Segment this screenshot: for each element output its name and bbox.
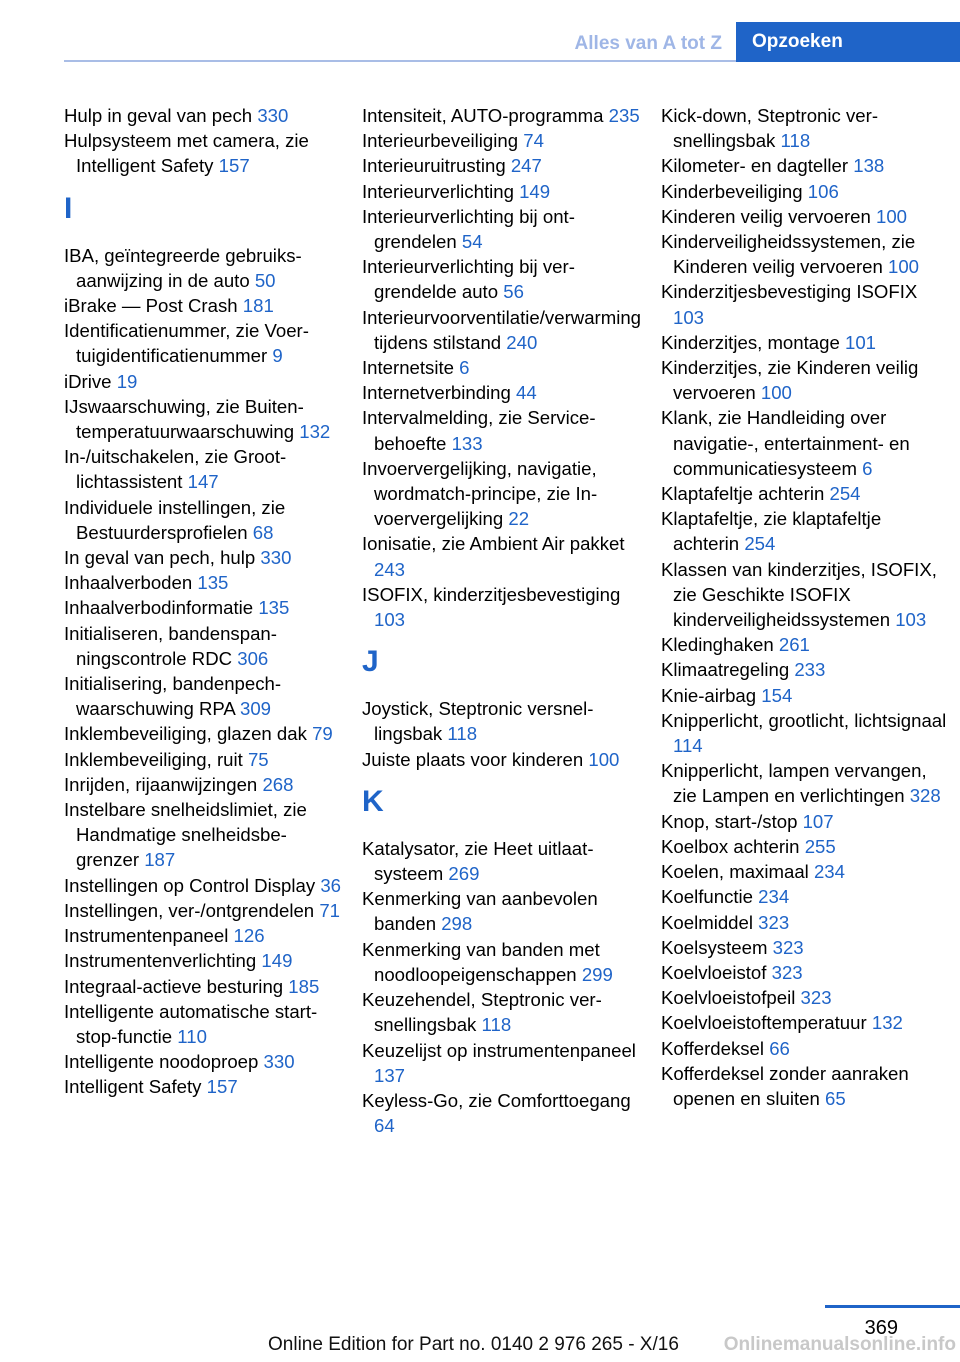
index-entry-page-link[interactable]: 234 xyxy=(813,861,845,883)
index-entry xyxy=(64,999,342,1049)
index-entry-page-link[interactable]: 54 xyxy=(461,231,483,253)
index-entry-page-link[interactable]: 138 xyxy=(853,155,885,177)
index-entry-term: Klaptafeltje achterin xyxy=(661,483,825,505)
index-entry-page-link[interactable]: 66 xyxy=(769,1037,790,1059)
index-entry-page-link[interactable]: 330 xyxy=(257,105,289,126)
index-entry-page-link[interactable]: 50 xyxy=(254,269,276,291)
index-column-1 xyxy=(64,103,342,1100)
index-entry-page-link[interactable]: 254 xyxy=(829,483,861,505)
index-entry xyxy=(64,923,342,948)
header-section-title[interactable]: Alles van A tot Z xyxy=(574,33,722,54)
index-entry-term: Inklembeveiliging, glazen dak xyxy=(64,723,307,745)
index-entry-page-link[interactable]: 103 xyxy=(673,306,705,328)
index-column-2 xyxy=(362,103,642,1138)
index-entry-page-link[interactable]: 323 xyxy=(758,911,790,933)
index-entry-term: Interieurbeveiliging xyxy=(362,130,519,152)
index-entry-term: Hulp in geval van pech xyxy=(64,105,253,126)
index-entry-term: Koelsysteem xyxy=(661,936,768,958)
index-entry-term: Knipperlicht, grootlicht, lichtsignaal xyxy=(661,709,947,731)
index-entry xyxy=(661,330,951,355)
index-entry-page-link[interactable]: 254 xyxy=(744,533,776,555)
index-entry xyxy=(64,1074,342,1099)
index-entry-page-link[interactable]: 233 xyxy=(794,659,826,681)
index-entry-term: Internetsite xyxy=(362,357,454,379)
index-section-letter: K xyxy=(362,784,384,818)
index-entry-page-link[interactable]: 126 xyxy=(233,925,265,947)
index-entry-page-link[interactable]: 103 xyxy=(374,609,406,631)
index-entry xyxy=(362,531,642,581)
index-entry xyxy=(362,696,642,746)
index-entry xyxy=(64,721,342,746)
index-entry-page-link[interactable]: 75 xyxy=(247,748,269,770)
index-entry xyxy=(64,394,342,444)
index-entry-term: Intervalmelding, zie Servicebehoefte xyxy=(362,407,596,454)
index-entry-term: Hulpsysteem met camera, zie Intelligent Safety xyxy=(64,130,309,177)
index-entry-term: Knop, start-/stop xyxy=(661,810,798,832)
index-entry xyxy=(661,1010,951,1035)
index-entry xyxy=(362,254,642,304)
index-entry-page-link[interactable]: 268 xyxy=(262,773,294,795)
index-entry-term: Kenmerking van aanbevolen banden xyxy=(362,888,598,935)
index-entry-term: Initialisering, bandenpechwaarschuwing RPA xyxy=(64,673,282,720)
index-entry-term: Intelligente noodoproep xyxy=(64,1051,259,1073)
index-entry xyxy=(362,204,642,254)
index-entry-page-link[interactable]: 103 xyxy=(895,609,927,631)
index-entry xyxy=(64,495,342,545)
index-entry xyxy=(64,318,342,368)
index-entry-page-link[interactable]: 255 xyxy=(804,835,836,857)
index-entry xyxy=(661,834,951,859)
index-entry-term: Knie-airbag xyxy=(661,684,757,706)
index-entry-term: Klassen van kinderzitjes, ISOFIX, zie Geschikte ISOFIX kinderveiligheidssystemen xyxy=(661,558,937,631)
index-entry-page-link[interactable]: 181 xyxy=(242,295,274,317)
index-entry-page-link[interactable]: 110 xyxy=(177,1025,207,1047)
index-entry-page-link[interactable]: 323 xyxy=(771,961,803,983)
index-entry-term: Kinderzitjesbevestiging ISOFIX xyxy=(661,281,918,303)
index-entry-term: In geval van pech, hulp xyxy=(64,547,256,569)
index-entry xyxy=(362,937,642,987)
index-entry-page-link[interactable]: 234 xyxy=(758,886,790,908)
index-entry xyxy=(661,179,951,204)
index-entry xyxy=(661,809,951,834)
index-entry-term: Kinderen veilig vervoeren xyxy=(661,205,871,227)
index-entry-page-link[interactable]: 118 xyxy=(447,723,478,745)
index-entry-page-link[interactable]: 330 xyxy=(263,1051,295,1073)
index-section-letter: J xyxy=(362,645,379,679)
index-entry xyxy=(64,1049,342,1074)
index-entry xyxy=(661,506,951,556)
index-entry-page-link[interactable]: 243 xyxy=(374,558,406,580)
index-entry xyxy=(64,293,342,318)
index-entry-term: Inrijden, rijaanwijzingen xyxy=(64,773,258,795)
index-entry xyxy=(661,960,951,985)
page-number: 369 xyxy=(864,1317,898,1339)
index-entry-page-link[interactable]: 100 xyxy=(760,382,792,404)
index-entry-page-link[interactable]: 132 xyxy=(299,421,331,443)
index-entry-page-link[interactable]: 36 xyxy=(320,874,342,896)
index-entry xyxy=(661,683,951,708)
index-entry xyxy=(661,557,951,633)
index-entry xyxy=(661,355,951,405)
index-entry xyxy=(64,898,342,923)
index-entry-page-link[interactable]: 306 xyxy=(237,647,269,669)
index-entry-term: Kinderveiligheidssystemen, zie Kinderen veilig vervoeren xyxy=(661,231,916,278)
index-entry-page-link[interactable]: 298 xyxy=(441,913,473,935)
index-entry-page-link[interactable]: 118 xyxy=(481,1014,512,1036)
index-entry-page-link[interactable]: 9 xyxy=(272,345,283,367)
index-entry-term: iBrake — Post Crash xyxy=(64,295,238,317)
index-entry-page-link[interactable]: 247 xyxy=(510,155,542,177)
index-entry xyxy=(64,545,342,570)
index-entry-term: Kilometer- en dagteller xyxy=(661,155,849,177)
index-entry-term: Instellingen op Control Display xyxy=(64,874,316,896)
index-entry-term: Inhaalverboden xyxy=(64,572,193,594)
index-entry-page-link[interactable]: 154 xyxy=(761,684,793,706)
index-entry-page-link[interactable]: 107 xyxy=(802,810,834,832)
index-entry-page-link[interactable]: 79 xyxy=(312,723,333,745)
index-entry xyxy=(661,985,951,1010)
index-entry xyxy=(661,708,951,758)
index-entry-page-link[interactable]: 100 xyxy=(876,205,908,227)
index-entry-term: Inklembeveiliging, ruit xyxy=(64,748,243,770)
index-entry xyxy=(362,1088,642,1138)
index-entry-page-link[interactable]: 157 xyxy=(218,155,250,177)
index-entry xyxy=(661,153,951,178)
index-entry-term: Kenmerking van banden met noodloopeigenschappen xyxy=(362,938,600,985)
index-entry xyxy=(661,405,951,481)
index-entry-term: Knipperlicht, lampen vervangen, zie Lampen en verlichtingen xyxy=(661,760,927,807)
index-entry-term: Instrumentenverlichting xyxy=(64,950,257,972)
index-entry-page-link[interactable]: 19 xyxy=(116,370,138,392)
index-entry-page-link[interactable]: 74 xyxy=(523,130,544,152)
index-entry-page-link[interactable]: 147 xyxy=(187,471,219,493)
index-entry xyxy=(661,758,951,808)
index-entry xyxy=(64,369,342,394)
index-entry xyxy=(362,987,642,1037)
index-entry-term: Interieurverlichting xyxy=(362,180,514,202)
index-entry xyxy=(661,859,951,884)
index-entry xyxy=(64,243,342,293)
index-entry-term: Keyless-Go, zie Comforttoegang xyxy=(362,1089,631,1111)
index-entry-term: Kledinghaken xyxy=(661,634,774,656)
index-entry xyxy=(64,873,342,898)
index-entry xyxy=(362,153,642,178)
index-entry-term: Kinderzitjes, zie Kinderen veilig vervoeren xyxy=(661,357,919,404)
index-entry-page-link[interactable]: 149 xyxy=(261,950,293,972)
index-entry xyxy=(362,405,642,455)
index-entry-page-link[interactable]: 65 xyxy=(824,1087,846,1109)
index-entry-term: Koelfunctie xyxy=(661,886,753,908)
index-entry-term: Individuele instellingen, zie Bestuurdersprofielen xyxy=(64,496,286,543)
index-entry-term: Intelligente automatische start-stop-functie xyxy=(64,1000,318,1047)
index-entry-term: Koelmiddel xyxy=(661,911,753,933)
index-entry-page-link[interactable]: 157 xyxy=(206,1076,238,1098)
index-entry-page-link[interactable]: 118 xyxy=(780,130,811,152)
index-section-letter: I xyxy=(64,191,73,225)
index-entry-page-link[interactable]: 330 xyxy=(260,547,292,569)
index-entry-term: Inhaalverbodinformatie xyxy=(64,597,254,619)
index-entry-term: Kofferdeksel zonder aanraken openen en sluiten xyxy=(661,1062,909,1109)
index-entry-term: Katalysator, zie Heet uitlaatsysteem xyxy=(362,837,594,885)
index-entry-page-link[interactable]: 133 xyxy=(451,432,483,454)
index-entry-term: Identificatienummer, zie Voertuigidentificatienummer xyxy=(64,320,309,367)
index-entry-page-link[interactable]: 323 xyxy=(800,987,832,1009)
index-entry-term: Instellingen, ver-/ontgrendelen xyxy=(64,899,315,921)
index-entry-term: Keuzelijst op instrumentenpaneel xyxy=(362,1039,636,1061)
index-entry xyxy=(64,570,342,595)
index-entry-page-link[interactable]: 261 xyxy=(778,634,810,656)
index-entry xyxy=(362,1038,642,1088)
index-entry-term: Klank, zie Handleiding over navigatie-, entertainment- en communicatiesysteem xyxy=(661,407,910,479)
index-entry-term: Kick-down, Steptronic versnellingsbak xyxy=(661,105,879,152)
index-entry-term: Intensiteit, AUTO-programma xyxy=(362,105,604,126)
index-entry xyxy=(661,657,951,682)
index-entry-term: ISOFIX, kinderzitjesbevestiging xyxy=(362,583,621,605)
index-entry-term: Intelligent Safety xyxy=(64,1076,202,1098)
index-entry xyxy=(661,1036,951,1061)
index-entry-page-link[interactable]: 309 xyxy=(239,698,272,720)
index-entry-term: Koelvloeistofpeil xyxy=(661,987,796,1009)
index-entry-page-link[interactable]: 137 xyxy=(374,1064,406,1086)
index-entry-page-link[interactable]: 6 xyxy=(862,457,873,479)
index-entry-term: Koelvloeistof xyxy=(661,961,767,983)
index-entry xyxy=(362,305,642,355)
index-entry-page-link[interactable]: 328 xyxy=(909,785,941,807)
index-entry-term: Initialiseren, bandenspanningscontrole RDC xyxy=(64,622,277,669)
index-entry-term: Klaptafeltje, zie klaptafeltje achterin xyxy=(661,508,882,555)
index-entry-page-link[interactable]: 114 xyxy=(673,735,703,757)
index-entry-term: Klimaatregeling xyxy=(661,659,790,681)
index-entry-term: Kinderzitjes, montage xyxy=(661,331,840,353)
index-entry-page-link[interactable]: 135 xyxy=(197,572,229,594)
index-entry xyxy=(362,355,642,380)
index-entry-page-link[interactable]: 101 xyxy=(844,331,877,353)
index-entry xyxy=(362,836,642,886)
index-entry-page-link[interactable]: 100 xyxy=(888,256,920,278)
index-entry-page-link[interactable]: 22 xyxy=(508,508,530,530)
index-entry-page-link[interactable]: 44 xyxy=(516,382,537,404)
index-entry-term: IJswaarschuwing, zie Buitentemperatuurwaarschuwing xyxy=(64,395,304,443)
index-entry xyxy=(661,632,951,657)
index-entry-term: Internetverbinding xyxy=(362,382,511,404)
index-entry-page-link[interactable]: 269 xyxy=(448,863,480,885)
index-entry xyxy=(661,103,951,153)
index-entry xyxy=(64,444,342,494)
index-entry-page-link[interactable]: 149 xyxy=(519,180,551,202)
index-entry-page-link[interactable]: 100 xyxy=(588,748,620,770)
index-entry-term: Interieurverlichting bij ontgrendelen xyxy=(362,205,575,253)
watermark: Onlinemanualsonline.info xyxy=(723,1334,956,1355)
index-entry xyxy=(362,128,642,153)
header-tab-opzoeken[interactable]: Opzoeken xyxy=(736,22,960,62)
index-entry xyxy=(362,179,642,204)
index-entry xyxy=(64,128,342,178)
index-entry-page-link[interactable]: 132 xyxy=(871,1012,903,1034)
index-entry-term: Kofferdeksel xyxy=(661,1037,765,1059)
index-entry xyxy=(661,910,951,935)
index-entry-term: IBA, geïntegreerde gebruiksaanwijzing in de auto xyxy=(64,244,302,291)
index-entry xyxy=(661,481,951,506)
index-entry-term: Koelen, maximaal xyxy=(661,861,809,883)
index-entry-term: Interieuruitrusting xyxy=(362,155,506,177)
index-entry xyxy=(362,456,642,532)
index-entry-page-link[interactable]: 106 xyxy=(807,180,839,202)
index-entry-page-link[interactable]: 185 xyxy=(288,975,320,997)
index-entry xyxy=(661,935,951,960)
index-entry-page-link[interactable]: 235 xyxy=(608,105,640,126)
index-entry-page-link[interactable]: 71 xyxy=(319,899,341,921)
index-entry xyxy=(362,747,642,772)
index-entry-page-link[interactable]: 187 xyxy=(144,849,176,871)
index-entry-page-link[interactable]: 299 xyxy=(581,963,613,985)
index-entry xyxy=(661,229,951,279)
index-entry xyxy=(661,884,951,909)
index-entry xyxy=(362,582,642,632)
index-entry-term: Instrumentenpaneel xyxy=(64,925,229,947)
index-entry-term: In-/uitschakelen, zie Grootlichtassistent xyxy=(64,446,287,493)
index-entry xyxy=(661,279,951,329)
index-entry-term: iDrive xyxy=(64,370,112,392)
index-entry xyxy=(362,380,642,405)
index-entry-term: Juiste plaats voor kinderen xyxy=(362,748,584,770)
index-entry-term: Integraal-actieve besturing xyxy=(64,975,284,997)
index-entry-page-link[interactable]: 68 xyxy=(252,521,274,543)
index-entry-term: Kinderbeveiliging xyxy=(661,180,803,202)
index-entry xyxy=(64,772,342,797)
index-entry-page-link[interactable]: 6 xyxy=(459,357,470,379)
index-entry-term: Interieurverlichting bij vergrendelde auto xyxy=(362,256,575,303)
index-entry xyxy=(64,747,342,772)
index-entry-page-link[interactable]: 135 xyxy=(258,597,290,619)
edition-note: Online Edition for Part no. 0140 2 976 265 - X/16 xyxy=(268,1334,679,1355)
index-entry xyxy=(64,948,342,973)
index-entry-term: Interieurvoorventilatie/verwarming tijdens stilstand xyxy=(362,306,642,353)
index-entry-term: Ionisatie, zie Ambient Air pakket xyxy=(362,533,625,555)
index-entry-page-link[interactable]: 56 xyxy=(503,281,524,303)
index-entry xyxy=(362,103,642,128)
index-entry xyxy=(362,886,642,936)
index-entry-term: Koelvloeistoftemperatuur xyxy=(661,1012,867,1034)
index-entry-page-link[interactable]: 64 xyxy=(374,1115,395,1137)
index-entry-page-link[interactable]: 323 xyxy=(772,936,804,958)
footer-rule xyxy=(825,1305,960,1308)
index-entry-term: Koelbox achterin xyxy=(661,835,800,857)
index-entry-term: Joystick, Steptronic versnellingsbak xyxy=(362,698,594,745)
index-entry-page-link[interactable]: 240 xyxy=(506,331,538,353)
index-entry xyxy=(64,621,342,671)
index-entry-term: Invoervergelijking, navigatie, wordmatch-principe, zie Invoervergelijking xyxy=(362,457,598,530)
index-entry xyxy=(64,671,342,721)
index-entry xyxy=(661,204,951,229)
index-entry xyxy=(64,103,342,128)
index-entry xyxy=(64,974,342,999)
index-entry-term: Instelbare snelheidslimiet, zie Handmatige snelheidsbegrenzer xyxy=(64,799,307,871)
index-entry xyxy=(64,595,342,620)
index-entry xyxy=(64,797,342,873)
index-entry-term: Keuzehendel, Steptronic versnellingsbak xyxy=(362,989,602,1036)
index-column-3 xyxy=(661,103,951,1111)
index-entry xyxy=(661,1061,951,1111)
